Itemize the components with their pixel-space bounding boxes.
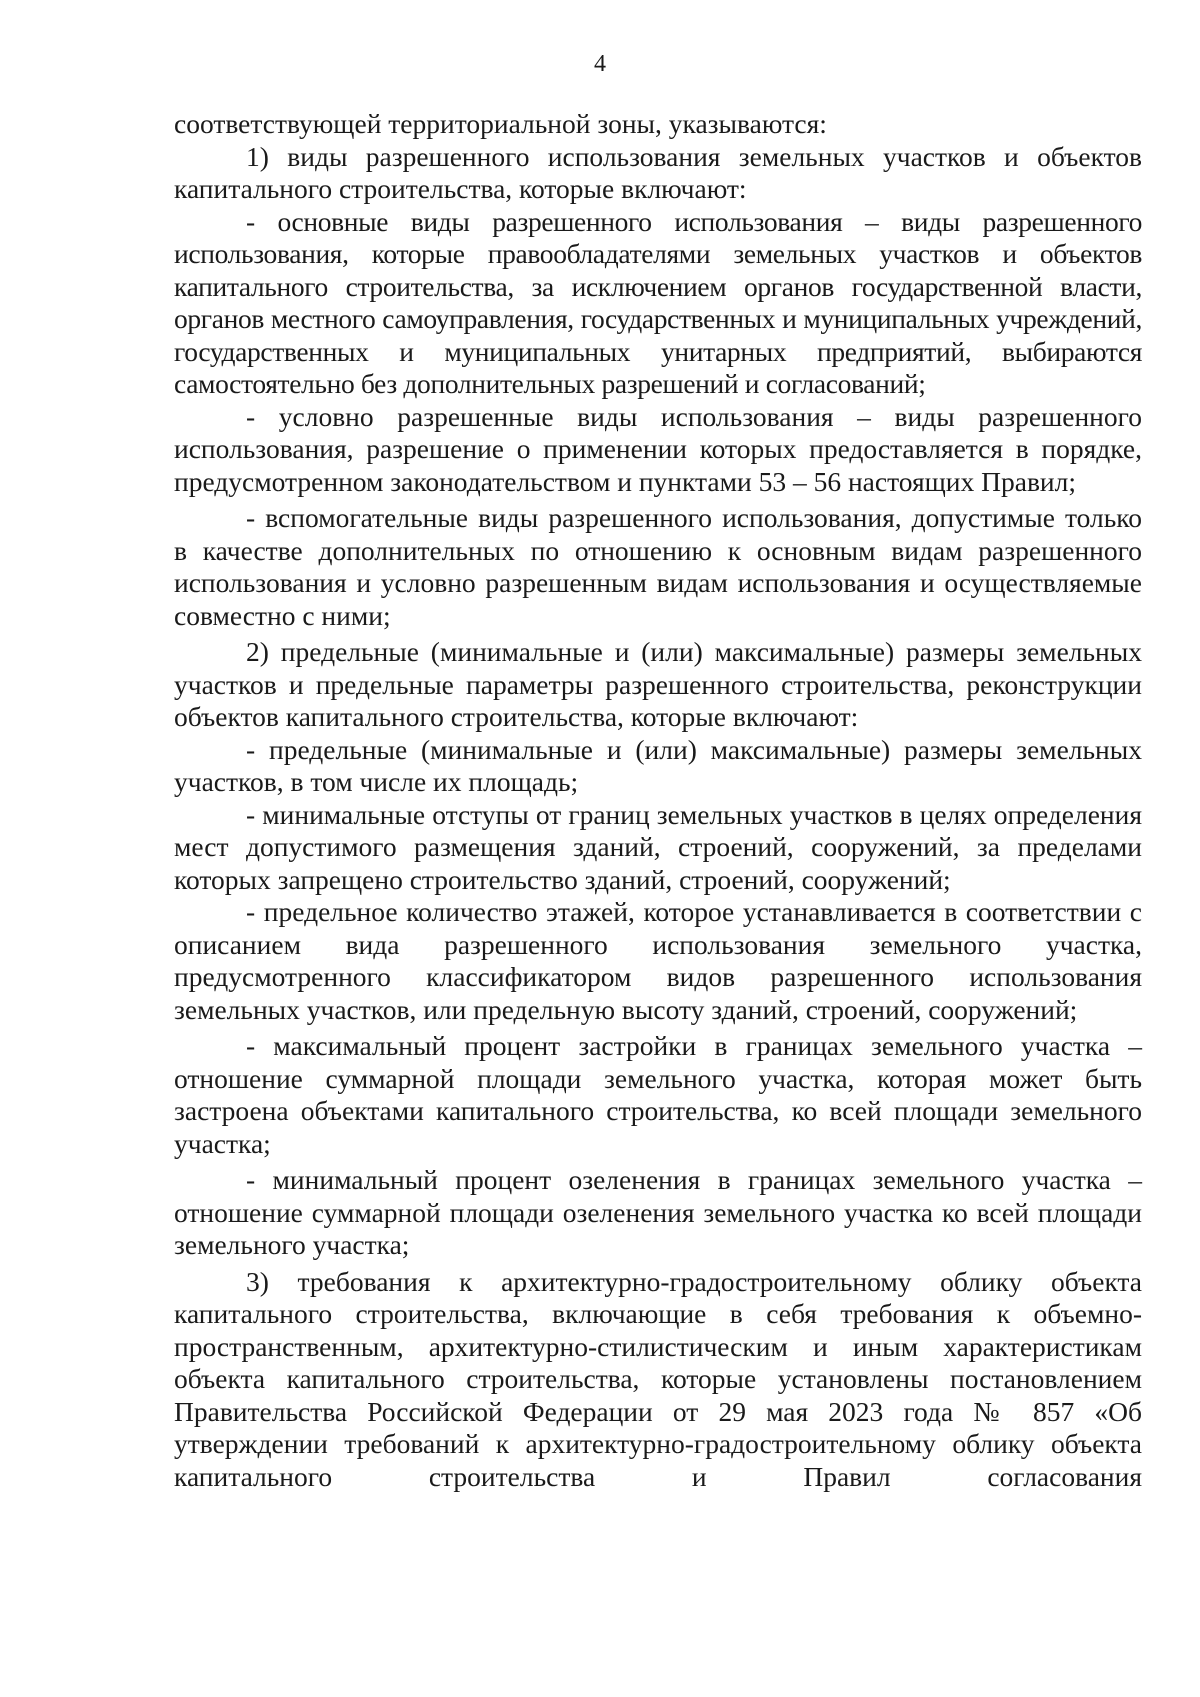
paragraph-building-percent: - максимальный процент застройки в границах земельного участка – отношение суммарной площади земельного участка, которая может быть застроена объектами капитального строительства, ко всей площади земельного участка; [174,1030,1142,1159]
paragraph-main-uses: - основные виды разрешенного использования – виды разрешенного использования, которые правообладателями земельных участков и объектов капитального строительства, за исключением органов государственной власти, органов местного самоуправления, государственных и муниципальных учреждений, государственных и муниципальных унитарных предприятий, выбираются самостоятельно без дополнительных разрешений и согласований; [174,205,1142,399]
paragraph-item-2: 2) предельные (минимальные и (или) максимальные) размеры земельных участков и предельные параметры разрешенного строительства, реконструкции объектов капитального строительства, которые включают: [174,636,1142,732]
paragraph-auxiliary-uses: - вспомогательные виды разрешенного использования, допустимые только в качестве дополнительных по отношению к основным видам разрешенного использования и условно разрешенным видам использования и осуществляемые совместно с ними; [174,502,1142,631]
paragraph-item-1: 1) виды разрешенного использования земельных участков и объектов капитального строительства, которые включают: [174,140,1142,204]
paragraph-setbacks: - минимальные отступы от границ земельных участков в целях определения мест допустимого размещения зданий, строений, сооружений, за пределами которых запрещено строительство зданий, строений, сооружений; [174,798,1142,895]
page-number: 4 [594,51,606,77]
paragraph-greening-percent: - минимальный процент озеленения в границах земельного участка – отношение суммарной площади озеленения земельного участка ко всей площади земельного участка; [174,1164,1142,1260]
paragraph-intro: соответствующей территориальной зоны, указываются: [174,108,827,139]
document-body [174,108,1142,1493]
paragraph-plot-sizes: - предельные (минимальные и (или) максимальные) размеры земельных участков, в том числе их площадь; [174,733,1142,797]
paragraph-conditional-uses: - условно разрешенные виды использования – виды разрешенного использования, разрешение о применении которых предоставляется в порядке, предусмотренном законодательством и пунктами 53 – 56 настоящих Правил; [174,400,1142,497]
paragraph-item-3: 3) требования к архитектурно-градостроительному облику объекта капитального строительства, включающие в себя требования к объемно-пространственным, архитектурно-стилистическим и иным характеристикам объекта капитального строительства, которые установлены постановлением Правительства Российской Федерации от 29 мая 2023 года № 857 «Об утверждении требований к архитектурно-градостроительному облику объекта капитального строительства и Правил согласования [174,1265,1142,1492]
paragraph-floors: - предельное количество этажей, которое устанавливается в соответствии с описанием вида разрешенного использования земельного участка, предусмотренного классификатором видов разрешенного использования земельных участков, или предельную высоту зданий, строений, сооружений; [174,896,1142,1025]
